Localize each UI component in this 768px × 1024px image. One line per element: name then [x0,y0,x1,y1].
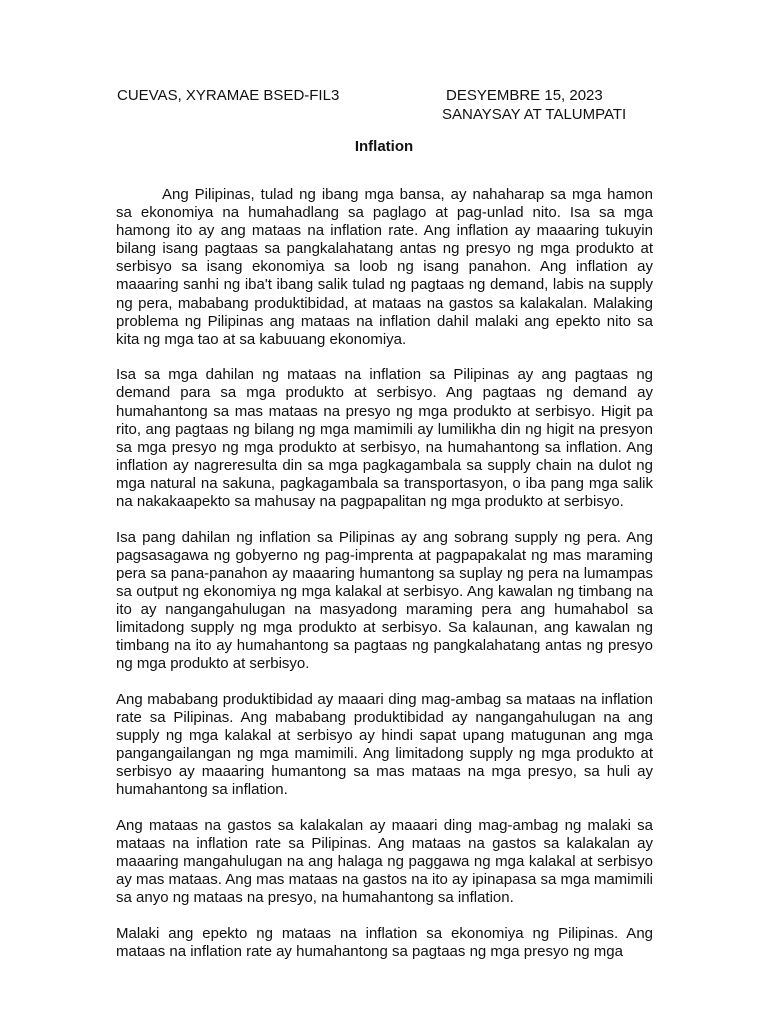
paragraph-3: Isa pang dahilan ng inflation sa Pilipinas ay ang sobrang supply ng pera. Ang pagsasagawa ng gobyerno ng pag-imprenta at pagpapakalat ng mas maraming pera sa pana-panahon ay maaaring humantong sa suplay ng pera na lumampas sa output ng ekonomiya ng mga kalakal at serbisyo. Ang kawalan ng timbang na ito ay nangangahulugan na masyadong maraming pera ang humahabol sa limitadong supply ng mga produkto at serbisyo. Sa kalaunan, ang kawalan ng timbang na ito ay humahantong sa pagtaas ng pangkalahatang antas ng presyo ng mga produkto at serbisyo. [116,528,653,673]
course-line: SANAYSAY AT TALUMPATI [442,106,627,123]
document-title: Inflation [354,138,414,155]
paragraph-5: Ang mataas na gastos sa kalakalan ay maaari ding mag-ambag ng malaki sa mataas na inflation rate sa Pilipinas. Ang mataas na gastos sa kalakalan ay maaaring mangahulugan na ang halaga ng paggawa ng mga kalakal at serbisyo ay mas mataas. Ang mas mataas na gastos na ito ay ipinapasa sa mga mamimili sa anyo ng mataas na presyo, na humahantong sa inflation. [116,816,653,907]
date-line: DESYEMBRE 15, 2023 [446,87,603,104]
header-right-block [442,86,626,124]
paragraph-2: Isa sa mga dahilan ng mataas na inflation sa Pilipinas ay ang pagtaas ng demand para sa mga produkto at serbisyo. Ang pagtaas ng demand ay humahantong sa mas mataas na presyo ng mga produkto at serbisyo. Higit pa rito, ang pagtaas ng bilang ng mga mamimili ay lumilikha din ng higit na presyon sa mga presyo ng mga produkto at serbisyo, na humahantong sa inflation. Ang inflation ay nagreresulta din sa mga pagkagambala sa supply chain na dulot ng mga natural na sakuna, pagkagambala sa transportasyon, o iba pang mga salik na nakakaapekto sa mahusay na pagpapalitan ng mga produkto at serbisyo. [116,366,653,510]
essay-body [116,186,653,979]
paragraph-4: Ang mababang produktibidad ay maaari ding mag-ambag sa mataas na inflation rate sa Pilipinas. Ang mababang produktibidad ay nangangahulugan na ang supply ng mga kalakal at serbisyo ay hindi sapat upang matugunan ang mga pangangailangan ng mga mamimili. Ang limitadong supply ng mga produkto at serbisyo ay maaaring humantong sa mas mataas na mga presyo, sa huli ay humahantong sa inflation. [116,690,653,799]
paragraph-1: Ang Pilipinas, tulad ng ibang mga bansa, ay nahaharap sa mga hamon sa ekonomiya na humahadlang sa paglago at pag-unlad nito. Isa sa mga hamong ito ay ang mataas na inflation rate. Ang inflation ay maaaring tukuyin bilang isang pagtaas sa pangkalahatang antas ng presyo ng mga produkto at serbisyo sa isang ekonomiya sa loob ng isang panahon. Ang inflation ay maaaring sanhi ng iba't ibang salik tulad ng pagtaas ng demand, labis na supply ng pera, mababang produktibidad, at mataas na gastos sa kalakalan. Malaking problema ng Pilipinas ang mataas na inflation dahil malaki ang epekto nito sa kita ng mga tao at sa kabuuang ekonomiya. [116,186,653,348]
paragraph-6: Malaki ang epekto ng mataas na inflation sa ekonomiya ng Pilipinas. Ang mataas na inflation rate ay humahantong sa pagtaas ng mga presyo ng mga [116,924,653,960]
author-line: CUEVAS, XYRAMAE BSED-FIL3 [117,87,340,104]
